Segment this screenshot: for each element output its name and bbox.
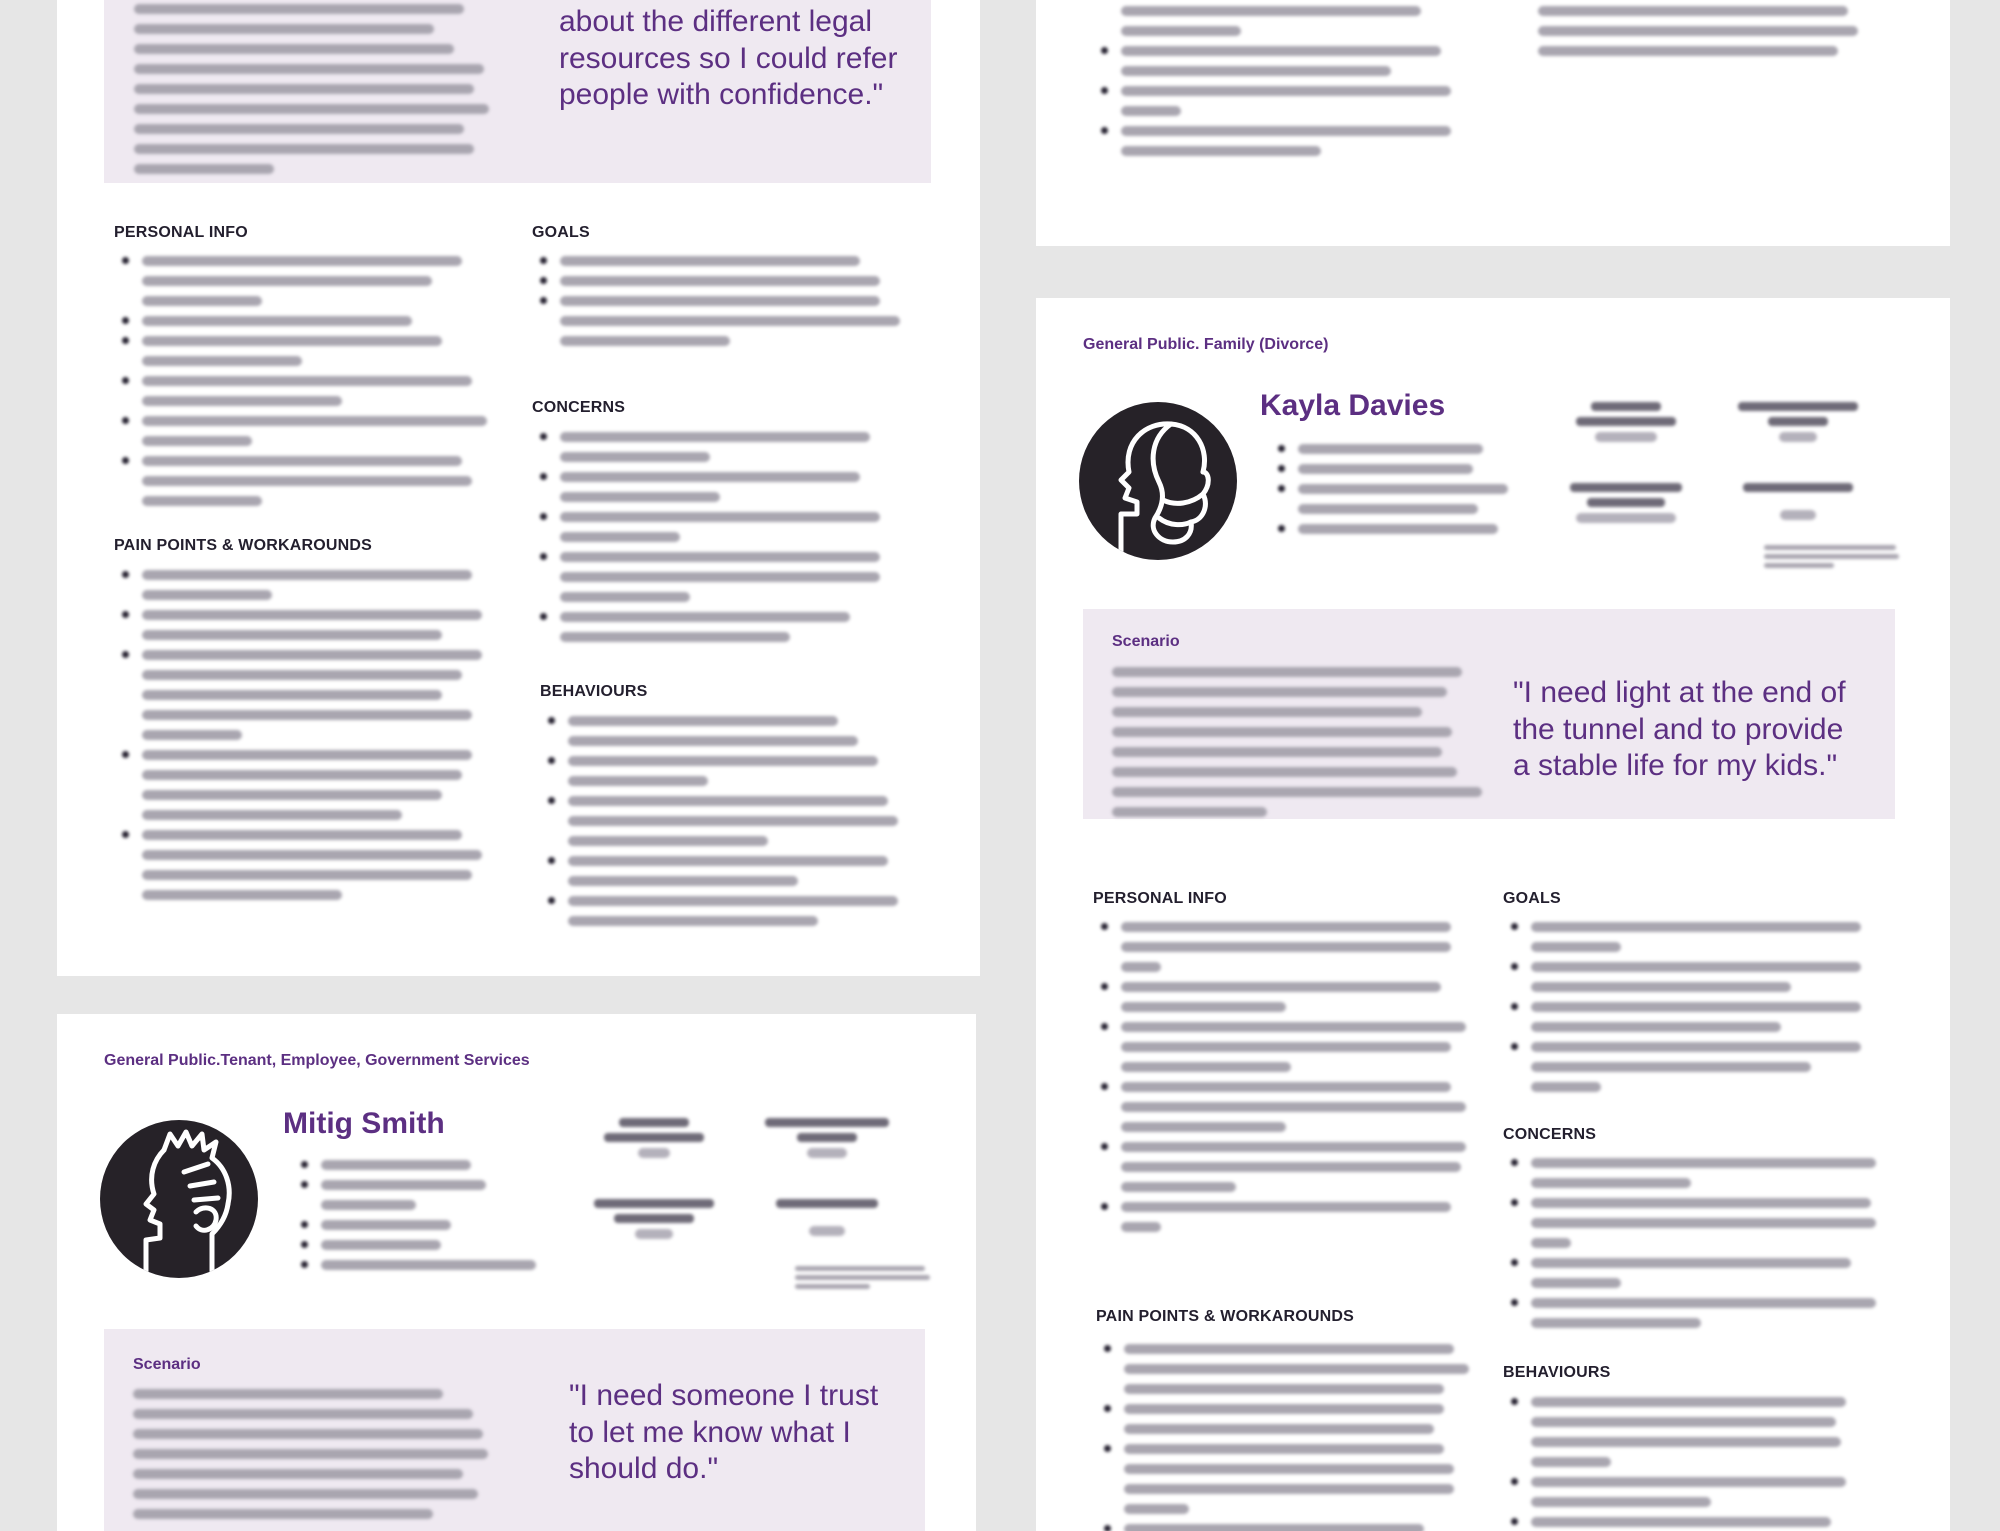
section-heading-pain-points: PAIN POINTS & WORKAROUNDS [1096,1308,1355,1325]
concerns-list-blurred [532,432,932,652]
scenario-box [104,1329,925,1531]
scenario-box [104,0,931,183]
personal-info-list-blurred [1093,922,1473,1242]
persona-name: Mitig Smith [283,1107,445,1140]
behaviours-list-blurred [1503,1397,1913,1531]
persona-quote: "I need light at the end of the tunnel and to provide a stable life for my kids." [1513,676,1846,783]
persona-card-kayla [1036,298,1950,1531]
scenario-text-blurred [133,1389,513,1529]
behaviours-list-blurred [540,716,940,936]
scenario-text-blurred [1112,667,1492,827]
section-heading-goals: GOALS [1503,890,1561,907]
pain-points-list-blurred [1096,1344,1476,1531]
scenario-label: Scenario [1112,633,1180,650]
goals-text-blurred [1538,6,1918,66]
needs-list-blurred [1093,6,1473,166]
goals-list-blurred [532,256,932,356]
pain-points-list-blurred [114,570,494,910]
personal-info-list-blurred [114,256,494,516]
section-heading-behaviours: BEHAVIOURS [540,683,648,700]
section-heading-pain-points: PAIN POINTS & WORKAROUNDS [114,537,373,554]
persona-quote: "I need someone I trust to let me know what I should do." [569,1379,879,1486]
persona-card-top-right [1036,0,1950,246]
section-heading-concerns: CONCERNS [1503,1126,1597,1143]
concerns-list-blurred [1503,1158,1913,1338]
scenario-text-blurred [134,4,494,184]
scenario-label: Scenario [133,1356,201,1373]
avatar-thinking-person-icon [100,1120,258,1278]
persona-category: General Public. Family (Divorce) [1083,336,1329,353]
section-heading-concerns: CONCERNS [532,399,626,416]
scenario-box [1083,609,1895,819]
persona-category: General Public.Tenant, Employee, Government Services [104,1052,530,1069]
persona-details-blurred [293,1160,573,1280]
persona-name: Kayla Davies [1260,389,1446,422]
avatar-woman-icon [1079,402,1237,560]
section-heading-goals: GOALS [532,224,590,241]
persona-card-mitig [57,1014,976,1531]
section-heading-behaviours: BEHAVIOURS [1503,1364,1611,1381]
persona-card-ellen [57,0,980,976]
section-heading-personal-info: PERSONAL INFO [114,224,248,241]
goals-list-blurred [1503,922,1903,1102]
persona-details-blurred [1270,444,1550,544]
persona-quote: about the different legal resources so I could refer people with confidence." [559,5,898,112]
section-heading-personal-info: PERSONAL INFO [1093,890,1227,907]
